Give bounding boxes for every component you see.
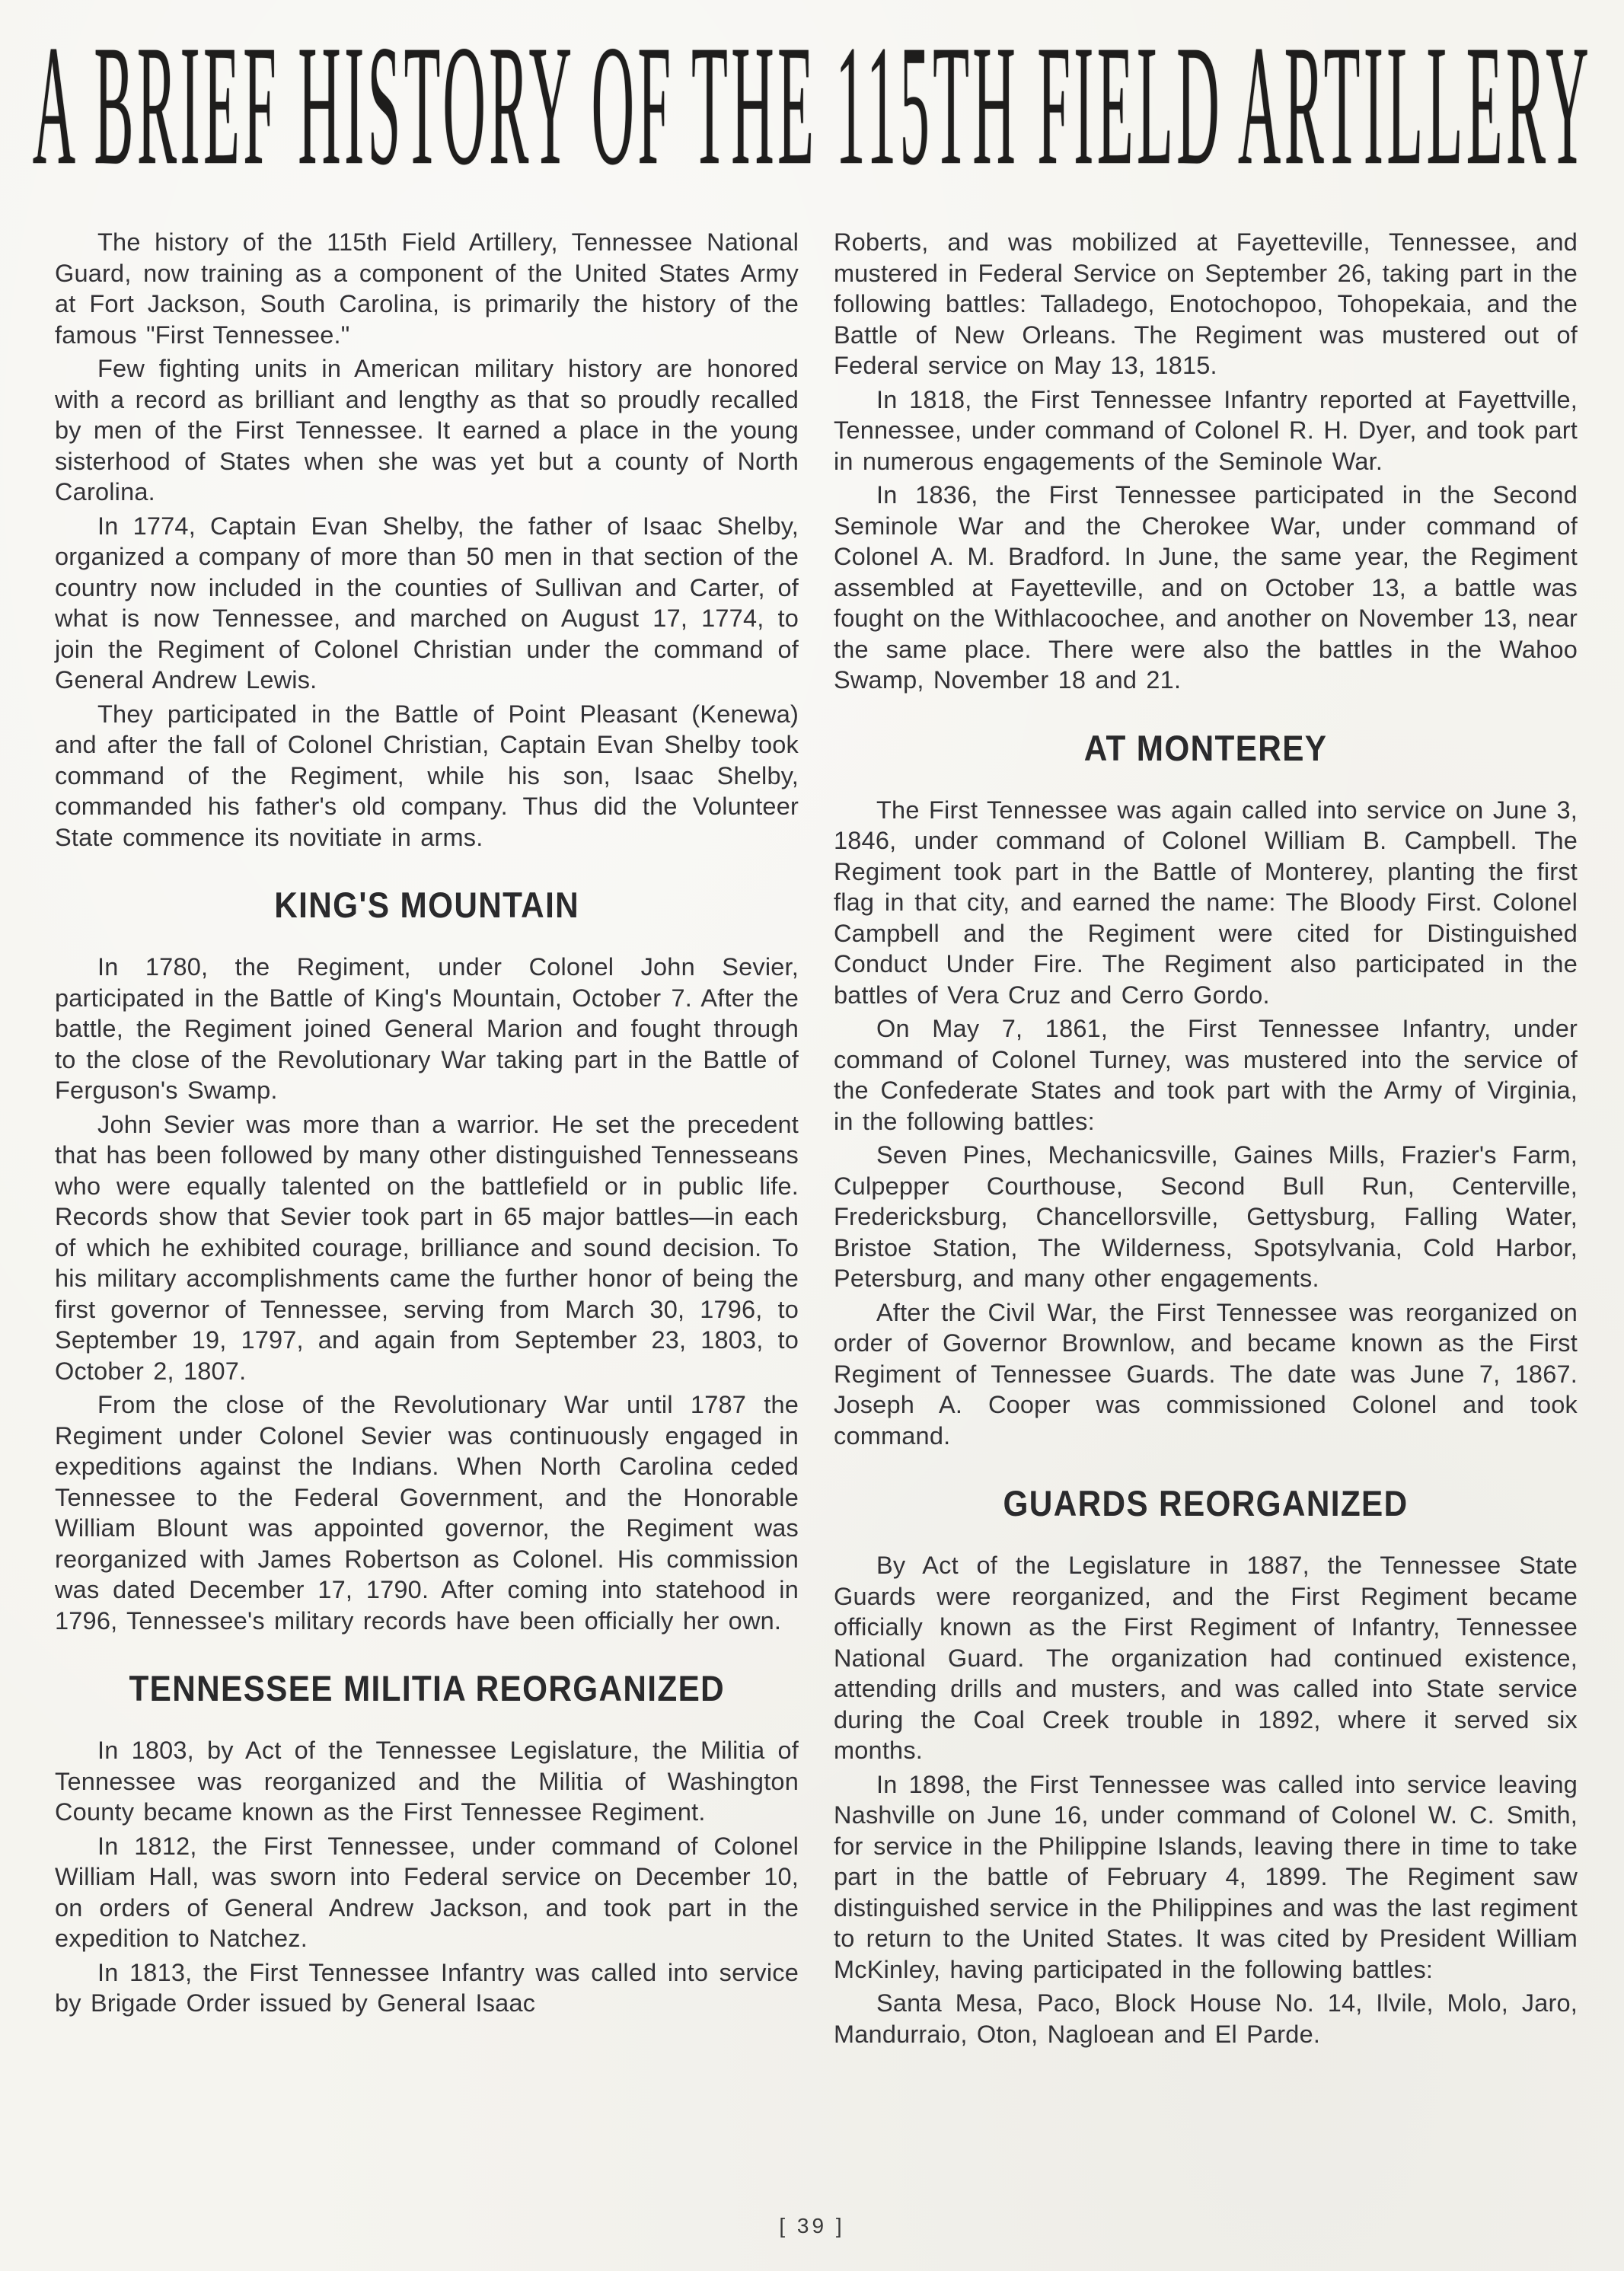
paragraph: In 1836, the First Tennessee participated in the Second Seminole War and the Cherokee War, under command of Colonel A. M. Bradford. In June, the same year, the Regiment assembled at Fayetteville, and on October 13, a battle was fought on the Withlacoochee, and another on November 13, near the same place. There were also the battles in the Wahoo Swamp, November 18 and 21. <box>834 481 1578 694</box>
paragraph: Roberts, and was mobilized at Fayetteville, Tennessee, and mustered in Federal Service on September 26, taking part in the following battles: Talladego, Enotochopoo, Tohopekaia, and the Battle of New Orleans. The Regiment was mustered out of Federal service on May 13, 1815. <box>834 228 1578 379</box>
paragraph: By Act of the Legislature in 1887, the Tennessee State Guards were reorganized, and the First Regiment became officially known as the First Regiment of Infantry, Tennessee National Guard. The organization had continued existence, attending drills and musters, and was called into State service during the Coal Creek trouble in 1892, where it served six months. <box>834 1552 1578 1764</box>
paragraph: In 1818, the First Tennessee Infantry reported at Fayettville, Tennessee, under command of Colonel R. H. Dyer, and took part in numerous engagements of the Seminole War. <box>834 385 1578 475</box>
page-header <box>0 9 1624 202</box>
page-number: [ 39 ] <box>779 2214 845 2238</box>
paragraph: John Sevier was more than a warrior. He set the precedent that has been followed by many other distinguished Tennesseans who were equally talented on the battlefield or in public life. Records show that Sevier took part in 65 major battles—in each of which he exhibited courage, brilliance and sound decision. To his military accomplishments came the further honor of being the first governor of Tennessee, serving from March 30, 1796, to September 19, 1797, and again from September 23, 1803, to October 2, 1807. <box>55 1110 799 1385</box>
section-heading-label: GUARDS REORGANIZED <box>1003 1483 1409 1523</box>
page-title: A BRIEF HISTORY OF THE 115TH FIELD ARTILLERY <box>32 9 1592 202</box>
section-heading-at-monterey <box>834 729 1578 767</box>
paragraph: The history of the 115th Field Artillery, Tennessee National Guard, now training as a component of the United States Army at Fort Jackson, South Carolina, is primarily the history of the famous "First Tennessee." <box>55 228 799 349</box>
paragraph: In 1774, Captain Evan Shelby, the father of Isaac Shelby, organized a company of more than 50 men in that section of the country now included in the counties of Sullivan and Carter, of what is now Tennessee, and marched on August 17, 1774, to join the Regiment of Colonel Christian under the command of General Andrew Lewis. <box>55 512 799 694</box>
article-body <box>55 227 1578 2053</box>
paragraph: In 1780, the Regiment, under Colonel John Sevier, participated in the Battle of King's Mountain, October 7. After the battle, the Regiment joined General Marion and fought through to the close of the Revolutionary War taking part in the Battle of Ferguson's Swamp. <box>55 953 799 1104</box>
paragraph: Seven Pines, Mechanicsville, Gaines Mills, Frazier's Farm, Culpepper Courthouse, Second Bull Run, Centerville, Fredericksburg, Chancellorsville, Gettysburg, Falling Water, Bristoe Station, The Wilderness, Spotsylvania, Cold Harbor, Petersburg, and many other engagements. <box>834 1141 1578 1292</box>
paragraph: In 1803, by Act of the Tennessee Legislature, the Militia of Tennessee was reorganized and the Militia of Washington County became known as the First Tennessee Regiment. <box>55 1737 799 1826</box>
paragraph: The First Tennessee was again called into service on June 3, 1846, under command of Colonel William B. Campbell. The Regiment took part in the Battle of Monterey, planting the first flag in that city, and earned the name: The Bloody First. Colonel Campbell and the Regiment were cited for Distinguished Conduct Under Fire. The Regiment also participated in the battles of Vera Cruz and Cerro Gordo. <box>834 796 1578 1009</box>
right-column <box>834 227 1578 2053</box>
left-column <box>55 227 799 2053</box>
paragraph: On May 7, 1861, the First Tennessee Infantry, under command of Colonel Turney, was mustered into the service of the Confederate States and took part with the Army of Virginia, in the following battles: <box>834 1015 1578 1135</box>
section-heading-tennessee-militia-reorganized <box>55 1670 799 1708</box>
paragraph: They participated in the Battle of Point Pleasant (Kenewa) and after the fall of Colonel Christian, Captain Evan Shelby took command of the Regiment, while his son, Isaac Shelby, commanded his father's old company. Thus did the Volunteer State commence its novitiate in arms. <box>55 700 799 851</box>
section-heading-label: AT MONTEREY <box>1083 727 1328 768</box>
paragraph: From the close of the Revolutionary War until 1787 the Regiment under Colonel Sevier was continuously engaged in expeditions against the Indians. When North Carolina ceded Tennessee to the Federal Government, and the Honorable William Blount was appointed governor, the Regiment was reorganized with James Robertson as Colonel. His commission was dated December 17, 1790. After coming into statehood in 1796, Tennessee's military records have been officially her own. <box>55 1391 799 1635</box>
paragraph: Few fighting units in American military history are honored with a record as brilliant and lengthy as that so proudly recalled by men of the First Tennessee. It earned a place in the young sisterhood of States when she was yet but a county of North Carolina. <box>55 355 799 506</box>
section-heading-label: KING'S MOUNTAIN <box>274 885 579 925</box>
section-heading-kings-mountain <box>55 886 799 924</box>
paragraph: After the Civil War, the First Tennessee was reorganized on order of Governor Brownlow, and became known as the First Regiment of Tennessee Guards. The date was June 7, 1867. Joseph A. Cooper was commissioned Colonel and took command. <box>834 1298 1578 1450</box>
paragraph: In 1812, the First Tennessee, under command of Colonel William Hall, was sworn into Federal service on December 10, on orders of General Andrew Jackson, and took part in the expedition to Natchez. <box>55 1832 799 1952</box>
paragraph: Santa Mesa, Paco, Block House No. 14, Ilvile, Molo, Jaro, Mandurraio, Oton, Nagloean and El Parde. <box>834 1989 1578 2048</box>
paragraph: In 1813, the First Tennessee Infantry was called into service by Brigade Order issued by General Isaac <box>55 1958 799 2017</box>
section-heading-guards-reorganized <box>834 1485 1578 1523</box>
section-heading-label: TENNESSEE MILITIA REORGANIZED <box>129 1668 725 1708</box>
paragraph: In 1898, the First Tennessee was called into service leaving Nashville on June 16, under command of Colonel W. C. Smith, for service in the Philippine Islands, leaving there in time to take part in the battle of February 4, 1899. The Regiment saw distinguished service in the Philippines and was the last regiment to return to the United States. It was cited by President William McKinley, having participated in the following battles: <box>834 1770 1578 1983</box>
